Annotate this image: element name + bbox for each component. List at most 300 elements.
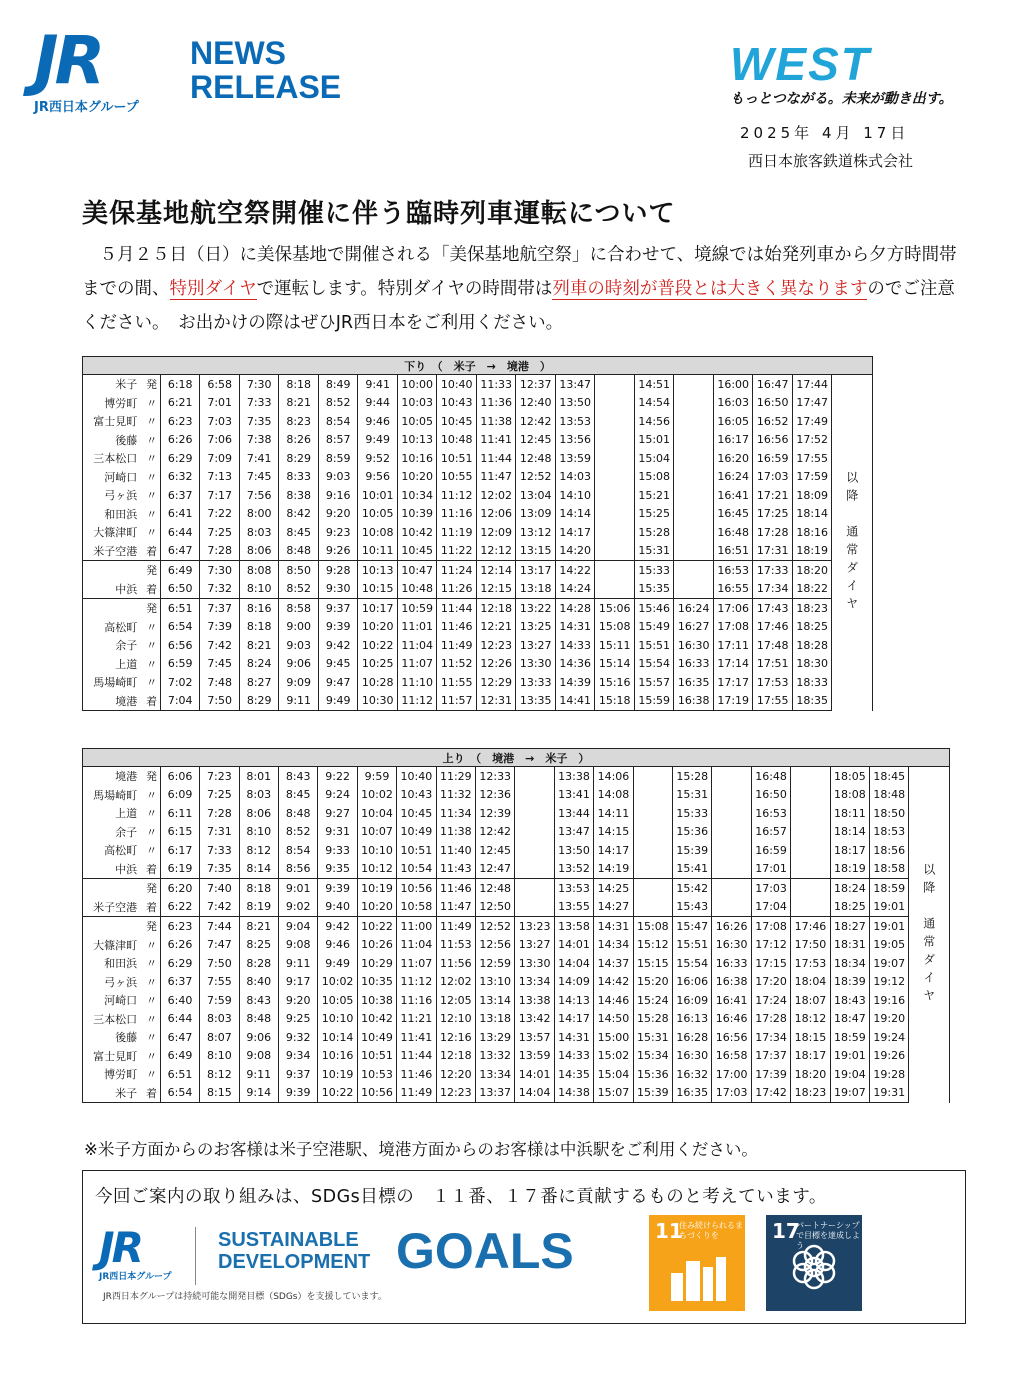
departure-time: 7:35	[239, 412, 279, 431]
arr-dep-mark: 〃	[145, 788, 157, 802]
departure-time: 13:09	[516, 505, 556, 524]
departure-time: 11:01	[397, 618, 437, 637]
departure-time: 18:53	[870, 823, 909, 842]
departure-time	[791, 767, 830, 786]
departure-time: 10:54	[397, 860, 436, 879]
departure-time: 17:03	[751, 879, 790, 898]
departure-time: 15:46	[634, 599, 674, 618]
departure-time: 13:58	[554, 917, 593, 936]
departure-time: 13:18	[516, 580, 556, 599]
departure-time: 10:28	[358, 673, 398, 692]
departure-time	[791, 898, 830, 917]
departure-time: 15:24	[633, 991, 672, 1010]
departure-time: 16:53	[751, 804, 790, 823]
departure-time: 9:39	[318, 879, 357, 898]
west-logo	[730, 38, 1000, 112]
departure-time: 8:25	[239, 936, 278, 955]
departure-time	[674, 394, 714, 413]
departure-time: 9:20	[278, 991, 317, 1010]
departure-time: 7:23	[200, 767, 239, 786]
departure-time: 17:15	[751, 954, 790, 973]
departure-time: 8:10	[200, 1047, 239, 1066]
departure-time: 16:33	[712, 954, 751, 973]
goal17-number: 17	[772, 1219, 800, 1243]
departure-time: 9:56	[358, 468, 398, 487]
departure-time: 6:37	[160, 973, 199, 992]
departure-time: 7:37	[200, 599, 240, 618]
departure-time: 8:24	[239, 655, 279, 674]
sdg-goal-17-icon	[766, 1215, 862, 1311]
departure-time: 18:14	[830, 823, 869, 842]
departure-time: 19:07	[870, 954, 909, 973]
sdgs-logo	[218, 1223, 574, 1279]
departure-time: 15:51	[673, 936, 712, 955]
station-name: 後藤	[83, 1028, 144, 1047]
departure-time: 17:01	[751, 860, 790, 879]
departure-time	[674, 542, 714, 561]
departure-time: 13:50	[554, 841, 593, 860]
departure-time: 11:07	[397, 954, 436, 973]
departure-time: 17:19	[713, 692, 753, 711]
body-paragraph	[82, 238, 962, 340]
departure-time: 16:38	[674, 692, 714, 711]
departure-time: 9:14	[239, 1084, 278, 1103]
arr-dep-mark: 〃	[146, 526, 158, 540]
departure-time: 10:40	[397, 767, 436, 786]
departure-time: 10:45	[437, 412, 477, 431]
departure-time: 8:43	[239, 991, 278, 1010]
sdgs-development: DEVELOPMENT	[218, 1251, 371, 1273]
departure-time: 7:55	[200, 973, 239, 992]
sdgs-jr-group: JR西日本グループ	[99, 1272, 172, 1282]
departure-time	[674, 449, 714, 468]
departure-time: 7:48	[200, 673, 240, 692]
departure-time: 14:01	[515, 1065, 554, 1084]
departure-time: 14:35	[554, 1065, 593, 1084]
departure-time: 12:59	[476, 954, 515, 973]
departure-time: 10:43	[397, 786, 436, 805]
timetable-row	[83, 898, 950, 917]
station-name: 博労町	[83, 1065, 144, 1084]
departure-time: 10:22	[357, 917, 396, 936]
body-text-b: で運転します。特別ダイヤの時間帯は	[256, 279, 553, 299]
departure-time: 13:56	[555, 431, 595, 450]
departure-time: 8:48	[279, 542, 319, 561]
departure-time: 16:47	[753, 375, 793, 394]
departure-time: 15:08	[634, 468, 674, 487]
departure-time: 7:42	[200, 898, 239, 917]
down-timetable	[82, 356, 873, 711]
arr-dep-mark: 〃	[145, 957, 157, 971]
departure-time: 7:06	[200, 431, 240, 450]
departure-time: 8:12	[200, 1065, 239, 1084]
departure-time: 8:28	[239, 954, 278, 973]
departure-time: 9:11	[278, 954, 317, 973]
departure-time: 10:53	[357, 1065, 396, 1084]
departure-time: 10:02	[318, 973, 357, 992]
departure-time: 7:25	[200, 786, 239, 805]
departure-time	[595, 542, 635, 561]
departure-time	[712, 786, 751, 805]
departure-time: 18:17	[791, 1047, 830, 1066]
timetable-row	[83, 542, 873, 561]
departure-time: 15:54	[673, 954, 712, 973]
departure-time: 11:32	[436, 786, 475, 805]
departure-time: 6:44	[160, 523, 200, 542]
departure-time: 14:04	[554, 954, 593, 973]
departure-time: 14:46	[594, 991, 633, 1010]
departure-time: 9:46	[318, 936, 357, 955]
departure-time: 8:19	[239, 898, 278, 917]
departure-time	[674, 523, 714, 542]
departure-time: 15:00	[594, 1028, 633, 1047]
departure-time: 19:16	[870, 991, 909, 1010]
departure-time: 14:39	[555, 673, 595, 692]
departure-time: 10:48	[397, 580, 437, 599]
departure-time: 14:20	[555, 542, 595, 561]
departure-time: 14:42	[594, 973, 633, 992]
station-name	[83, 599, 144, 618]
timetable-row	[83, 580, 873, 599]
departure-time: 12:45	[476, 841, 515, 860]
departure-time: 18:56	[870, 841, 909, 860]
departure-time: 15:57	[634, 673, 674, 692]
departure-time: 6:41	[160, 505, 200, 524]
departure-time: 14:38	[554, 1084, 593, 1103]
departure-time: 7:28	[200, 542, 240, 561]
departure-time: 9:30	[318, 580, 358, 599]
departure-time: 8:21	[239, 636, 279, 655]
departure-time: 7:13	[200, 468, 240, 487]
departure-time: 16:35	[673, 1084, 712, 1103]
departure-time: 6:20	[160, 879, 199, 898]
departure-time	[712, 767, 751, 786]
departure-time: 9:59	[357, 767, 396, 786]
departure-time: 7:22	[200, 505, 240, 524]
departure-time: 18:35	[792, 692, 832, 711]
departure-time: 12:20	[436, 1065, 475, 1084]
departure-time: 16:58	[712, 1047, 751, 1066]
departure-time: 14:17	[555, 523, 595, 542]
departure-time: 10:51	[437, 449, 477, 468]
departure-time: 9:25	[278, 1010, 317, 1029]
departure-time: 15:59	[634, 692, 674, 711]
departure-time: 17:04	[751, 898, 790, 917]
departure-time: 10:34	[397, 486, 437, 505]
departure-time: 9:42	[318, 636, 358, 655]
departure-time: 18:48	[870, 786, 909, 805]
departure-time: 9:27	[318, 804, 357, 823]
departure-time: 11:26	[437, 580, 477, 599]
timetable-row	[83, 954, 950, 973]
departure-time: 13:42	[515, 1010, 554, 1029]
jr-logo-group: JR西日本グループ	[34, 100, 139, 115]
departure-time: 7:31	[200, 823, 239, 842]
departure-time: 16:33	[674, 655, 714, 674]
departure-time: 14:41	[555, 692, 595, 711]
departure-time: 16:57	[751, 823, 790, 842]
departure-time: 13:53	[555, 412, 595, 431]
departure-time: 15:33	[673, 804, 712, 823]
departure-time: 18:33	[792, 673, 832, 692]
departure-time: 14:27	[594, 898, 633, 917]
departure-time: 15:25	[634, 505, 674, 524]
departure-time: 15:43	[673, 898, 712, 917]
station-name: 和田浜	[83, 954, 144, 973]
departure-time: 18:17	[830, 841, 869, 860]
departure-time: 15:28	[673, 767, 712, 786]
departure-time: 14:24	[555, 580, 595, 599]
departure-time: 10:25	[358, 655, 398, 674]
departure-time	[633, 786, 672, 805]
departure-time: 15:31	[634, 542, 674, 561]
departure-time: 8:29	[279, 449, 319, 468]
departure-time: 13:29	[476, 1028, 515, 1047]
departure-time: 13:52	[554, 860, 593, 879]
timetable-row	[83, 468, 873, 487]
departure-time: 15:11	[595, 636, 635, 655]
departure-time: 14:17	[554, 1010, 593, 1029]
city-buildings-icon	[649, 1215, 745, 1311]
departure-time: 10:45	[397, 804, 436, 823]
departure-time: 9:31	[318, 823, 357, 842]
departure-time: 12:18	[476, 599, 516, 618]
departure-time: 17:17	[713, 673, 753, 692]
departure-time: 17:33	[753, 561, 793, 580]
departure-time: 7:01	[200, 394, 240, 413]
departure-time: 8:18	[239, 618, 279, 637]
departure-time: 11:47	[436, 898, 475, 917]
arr-dep-mark: 〃	[146, 507, 158, 521]
departure-time: 9:03	[318, 468, 358, 487]
departure-time: 6:19	[160, 860, 199, 879]
departure-time: 18:04	[791, 973, 830, 992]
departure-time	[712, 823, 751, 842]
departure-time: 17:12	[751, 936, 790, 955]
departure-time	[633, 804, 672, 823]
station-name: 高松町	[83, 841, 144, 860]
departure-time: 15:12	[633, 936, 672, 955]
sdgs-sustainable: SUSTAINABLE	[218, 1229, 359, 1251]
departure-time: 17:00	[712, 1065, 751, 1084]
departure-time: 12:21	[476, 618, 516, 637]
arr-dep-mark: 発	[143, 917, 160, 936]
sdgs-goals-word: GOALS	[396, 1223, 574, 1279]
timetable-row	[83, 917, 950, 936]
timetable-row	[83, 936, 950, 955]
departure-time: 17:08	[713, 618, 753, 637]
timetable-row	[83, 431, 873, 450]
departure-time: 16:55	[713, 580, 753, 599]
departure-time: 8:45	[278, 786, 317, 805]
departure-time: 17:08	[751, 917, 790, 936]
departure-time: 17:52	[792, 431, 832, 450]
departure-time: 19:07	[830, 1084, 869, 1103]
departure-time: 9:49	[318, 954, 357, 973]
departure-time: 15:08	[633, 917, 672, 936]
departure-time: 19:26	[870, 1047, 909, 1066]
departure-time: 19:31	[870, 1084, 909, 1103]
departure-time: 8:48	[239, 1010, 278, 1029]
departure-time: 15:35	[634, 580, 674, 599]
departure-time: 17:42	[751, 1084, 790, 1103]
departure-time: 10:17	[358, 599, 398, 618]
departure-time: 12:33	[476, 767, 515, 786]
departure-time: 13:27	[515, 936, 554, 955]
departure-time: 7:42	[200, 636, 240, 655]
departure-time: 6:49	[160, 1047, 199, 1066]
departure-time: 11:41	[476, 431, 516, 450]
departure-time: 10:02	[357, 786, 396, 805]
departure-time: 18:59	[870, 879, 909, 898]
departure-time: 6:11	[160, 804, 199, 823]
departure-time: 18:34	[830, 954, 869, 973]
station-name: 河崎口	[83, 991, 144, 1010]
departure-time: 8:52	[278, 823, 317, 842]
departure-time: 13:33	[516, 673, 556, 692]
departure-time: 16:50	[751, 786, 790, 805]
departure-time: 8:52	[279, 580, 319, 599]
departure-time: 13:38	[554, 767, 593, 786]
departure-time: 10:13	[358, 561, 398, 580]
departure-time: 17:55	[753, 692, 793, 711]
departure-time: 18:47	[830, 1010, 869, 1029]
arr-dep-mark: 〃	[146, 452, 158, 466]
departure-time: 13:32	[476, 1047, 515, 1066]
departure-time: 9:46	[358, 412, 398, 431]
departure-time: 18:05	[830, 767, 869, 786]
departure-time: 14:22	[555, 561, 595, 580]
departure-time: 6:26	[160, 431, 200, 450]
departure-time: 11:24	[437, 561, 477, 580]
station-name: 中浜	[83, 580, 144, 599]
departure-time: 15:39	[673, 841, 712, 860]
arr-dep-mark: 発	[146, 378, 158, 392]
departure-time: 11:16	[437, 505, 477, 524]
departure-time	[633, 767, 672, 786]
departure-time: 13:22	[516, 599, 556, 618]
departure-time: 8:10	[239, 580, 279, 599]
departure-time	[633, 841, 672, 860]
arr-dep-mark: 〃	[146, 620, 158, 634]
departure-time: 10:05	[397, 412, 437, 431]
departure-time: 10:58	[397, 898, 436, 917]
departure-time: 9:20	[318, 505, 358, 524]
departure-time: 16:50	[753, 394, 793, 413]
departure-time: 11:22	[437, 542, 477, 561]
departure-time: 19:28	[870, 1065, 909, 1084]
departure-time: 18:15	[791, 1028, 830, 1047]
timetable-row	[83, 786, 950, 805]
timetable-header: 上り （ 境港 → 米子 ）	[83, 749, 950, 767]
departure-time: 6:49	[160, 561, 200, 580]
departure-time: 6:29	[160, 449, 200, 468]
departure-time	[674, 468, 714, 487]
departure-time: 14:03	[555, 468, 595, 487]
departure-time: 8:15	[200, 1084, 239, 1103]
departure-time: 6:51	[160, 599, 200, 618]
station-name: 高松町	[83, 618, 144, 637]
departure-time: 19:01	[870, 917, 909, 936]
departure-time: 18:22	[792, 580, 832, 599]
departure-time: 18:59	[830, 1028, 869, 1047]
station-name: 米子空港	[83, 542, 144, 561]
departure-time: 8:18	[239, 879, 278, 898]
departure-time: 10:40	[437, 375, 477, 394]
departure-time	[515, 898, 554, 917]
departure-time: 15:18	[595, 692, 635, 711]
departure-time: 8:06	[239, 542, 279, 561]
departure-time	[595, 505, 635, 524]
departure-time: 16:35	[674, 673, 714, 692]
departure-time: 17:53	[753, 673, 793, 692]
departure-time	[595, 468, 635, 487]
station-name: 後藤	[83, 431, 144, 450]
departure-time: 9:35	[318, 860, 357, 879]
departure-time: 15:36	[633, 1065, 672, 1084]
departure-time: 16:41	[712, 991, 751, 1010]
departure-time: 15:31	[633, 1028, 672, 1047]
departure-time: 12:23	[436, 1084, 475, 1103]
departure-time: 10:20	[397, 468, 437, 487]
departure-time: 6:47	[160, 542, 200, 561]
departure-time	[595, 523, 635, 542]
departure-time: 9:03	[279, 636, 319, 655]
departure-time	[674, 431, 714, 450]
jr-logo-mark: JR	[34, 22, 102, 99]
departure-time: 17:06	[713, 599, 753, 618]
departure-time: 16:13	[673, 1010, 712, 1029]
departure-time: 19:24	[870, 1028, 909, 1047]
departure-time: 10:20	[357, 898, 396, 917]
departure-time: 16:52	[753, 412, 793, 431]
departure-time	[791, 786, 830, 805]
departure-time: 13:10	[476, 973, 515, 992]
arr-dep-mark: 着	[145, 862, 157, 876]
departure-time: 14:10	[555, 486, 595, 505]
departure-time	[791, 841, 830, 860]
departure-time: 15:39	[633, 1084, 672, 1103]
departure-time: 16:56	[712, 1028, 751, 1047]
departure-time: 17:03	[712, 1084, 751, 1103]
departure-time: 14:54	[634, 394, 674, 413]
departure-time: 7:35	[200, 860, 239, 879]
departure-time: 7:32	[200, 580, 240, 599]
departure-time: 11:00	[397, 917, 436, 936]
departure-time: 11:44	[437, 599, 477, 618]
divider	[195, 1227, 196, 1285]
departure-time: 11:12	[397, 692, 437, 711]
departure-time: 16:41	[713, 486, 753, 505]
departure-time: 16:30	[712, 936, 751, 955]
departure-time	[515, 879, 554, 898]
departure-time: 14:33	[554, 1047, 593, 1066]
station-name: 中浜	[83, 860, 144, 879]
departure-time: 14:09	[554, 973, 593, 992]
departure-time: 6:51	[160, 1065, 199, 1084]
departure-time: 16:06	[673, 973, 712, 992]
departure-time: 6:17	[160, 841, 199, 860]
departure-time: 6:50	[160, 580, 200, 599]
arr-dep-mark: 〃	[146, 415, 158, 429]
departure-time	[633, 879, 672, 898]
departure-time: 14:06	[594, 767, 633, 786]
departure-time: 8:03	[200, 1010, 239, 1029]
departure-time: 7:39	[200, 618, 240, 637]
departure-time: 16:27	[674, 618, 714, 637]
departure-time: 6:40	[160, 991, 199, 1010]
departure-time: 17:37	[751, 1047, 790, 1066]
